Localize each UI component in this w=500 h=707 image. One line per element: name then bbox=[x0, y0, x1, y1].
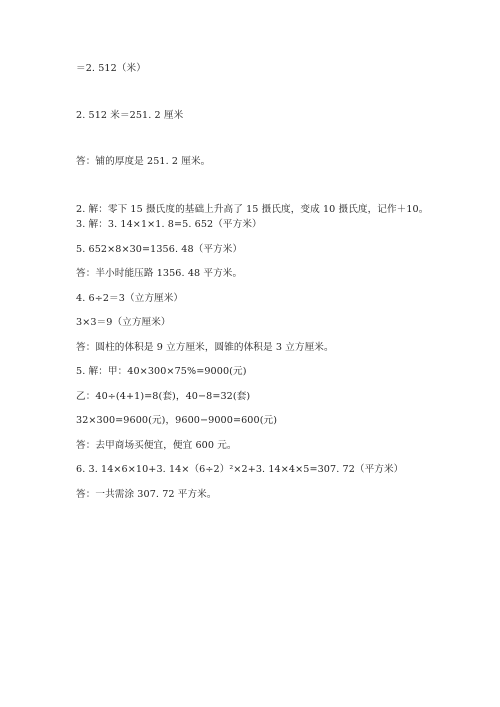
text-line: 答：去甲商场买便宜，便宜 600 元。 bbox=[76, 440, 237, 451]
text-line: 2. 解：零下 15 摄氏度的基础上升高了 15 摄氏度，变成 10 摄氏度，记作＋10。 bbox=[76, 204, 429, 215]
text-line: ＝2. 512（米） bbox=[76, 63, 146, 74]
text-line: 乙：40÷(4+1)=8(套)，40−8=32(套) bbox=[76, 391, 251, 402]
text-line: 4. 6÷2＝3（立方厘米） bbox=[76, 293, 184, 304]
text-line: 5. 解：甲：40×300×75%=9000(元) bbox=[76, 366, 247, 377]
text-line: 3. 解：3. 14×1×1. 8=5. 652（平方米） bbox=[76, 219, 262, 230]
text-line: 3×3＝9（立方厘米） bbox=[76, 317, 171, 328]
text-line: 5. 652×8×30=1356. 48（平方米） bbox=[76, 244, 243, 255]
text-line: 32×300=9600(元)，9600−9000=600(元) bbox=[76, 415, 278, 426]
text-line: 6. 3. 14×6×10+3. 14×（6÷2）²×2+3. 14×4×5=307. 72（平方米） bbox=[76, 464, 404, 475]
text-line: 答：一共需涂 307. 72 平方米。 bbox=[76, 489, 217, 500]
text-line: 答：圆柱的体积是 9 立方厘米，圆锥的体积是 3 立方厘米。 bbox=[76, 342, 334, 353]
text-line: 2. 512 米＝251. 2 厘米 bbox=[76, 110, 184, 121]
text-line: 答：铺的厚度是 251. 2 厘米。 bbox=[76, 156, 211, 167]
text-line: 答：半小时能压路 1356. 48 平方米。 bbox=[76, 268, 243, 279]
